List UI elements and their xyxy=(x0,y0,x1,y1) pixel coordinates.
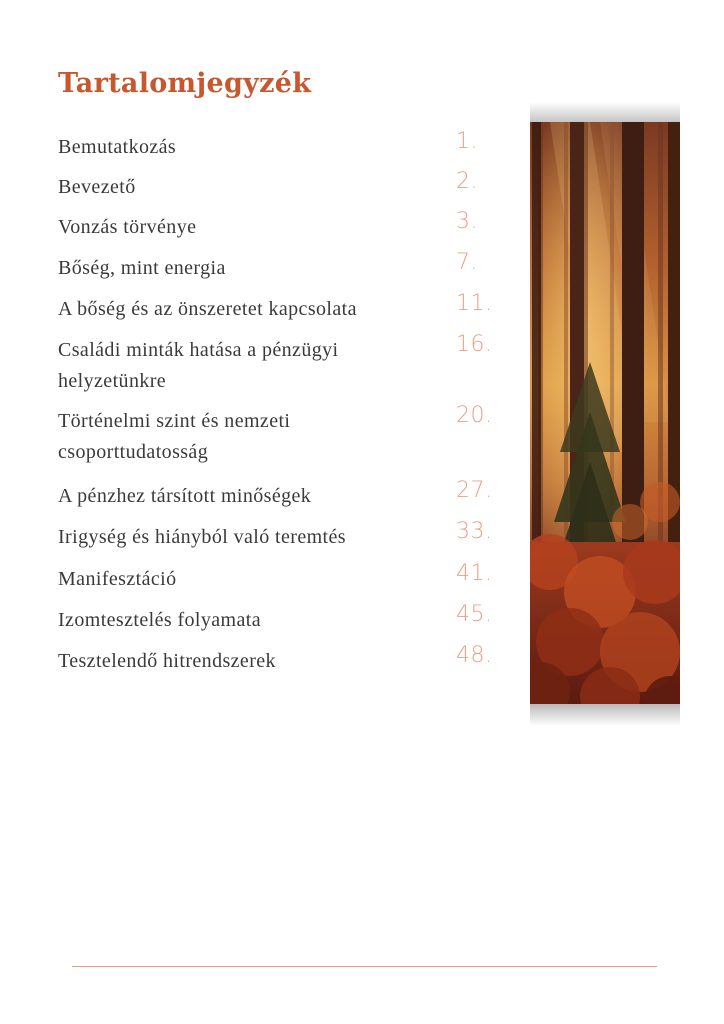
toc-entry-page-number: 27. xyxy=(456,478,493,503)
toc-entry-label: Bőség, mint energia xyxy=(58,257,226,279)
toc-entry-page-number: 1. xyxy=(456,129,478,154)
toc-entry-page-number: 3. xyxy=(456,209,478,234)
toc-entry-label: Vonzás törvénye xyxy=(58,216,197,238)
photo-shadow-bottom xyxy=(530,704,680,726)
toc-entry-label: Izomtesztelés folyamata xyxy=(58,609,261,631)
toc-entry-label: Történelmi szint és nemzeti csoporttudatosság xyxy=(58,410,291,463)
toc-entry-page-number: 41. xyxy=(456,561,493,586)
toc-entry-label: Bemutatkozás xyxy=(58,136,177,158)
photo-shadow-top xyxy=(530,102,680,122)
toc-entry-label: Bevezető xyxy=(58,176,136,198)
toc-entry-label: Tesztelendő hitrendszerek xyxy=(58,650,276,672)
footer-divider xyxy=(72,966,657,967)
toc-entry-label: Manifesztáció xyxy=(58,568,177,590)
toc-entry-label: A bőség és az önszeretet kapcsolata xyxy=(58,298,357,320)
toc-entry-label: Irigység és hiányból való teremtés xyxy=(58,526,346,548)
toc-entry-page-number: 20. xyxy=(456,403,493,428)
toc-entry-page-number: 45. xyxy=(456,602,493,627)
toc-entry-page-number: 33. xyxy=(456,519,493,544)
toc-entry-label: A pénzhez társított minőségek xyxy=(58,485,312,507)
toc-entry-label: Családi minták hatása a pénzügyi helyzetünkre xyxy=(58,339,339,392)
toc-entry-page-number: 16. xyxy=(456,332,493,357)
page-title: Tartalomjegyzék xyxy=(58,68,312,99)
toc-entry-page-number: 7. xyxy=(456,250,478,275)
toc-entry-page-number: 2. xyxy=(456,169,478,194)
toc-entry-page-number: 48. xyxy=(456,643,493,668)
toc-entry-page-number: 11. xyxy=(456,291,493,316)
autumn-forest-photo xyxy=(530,122,680,704)
